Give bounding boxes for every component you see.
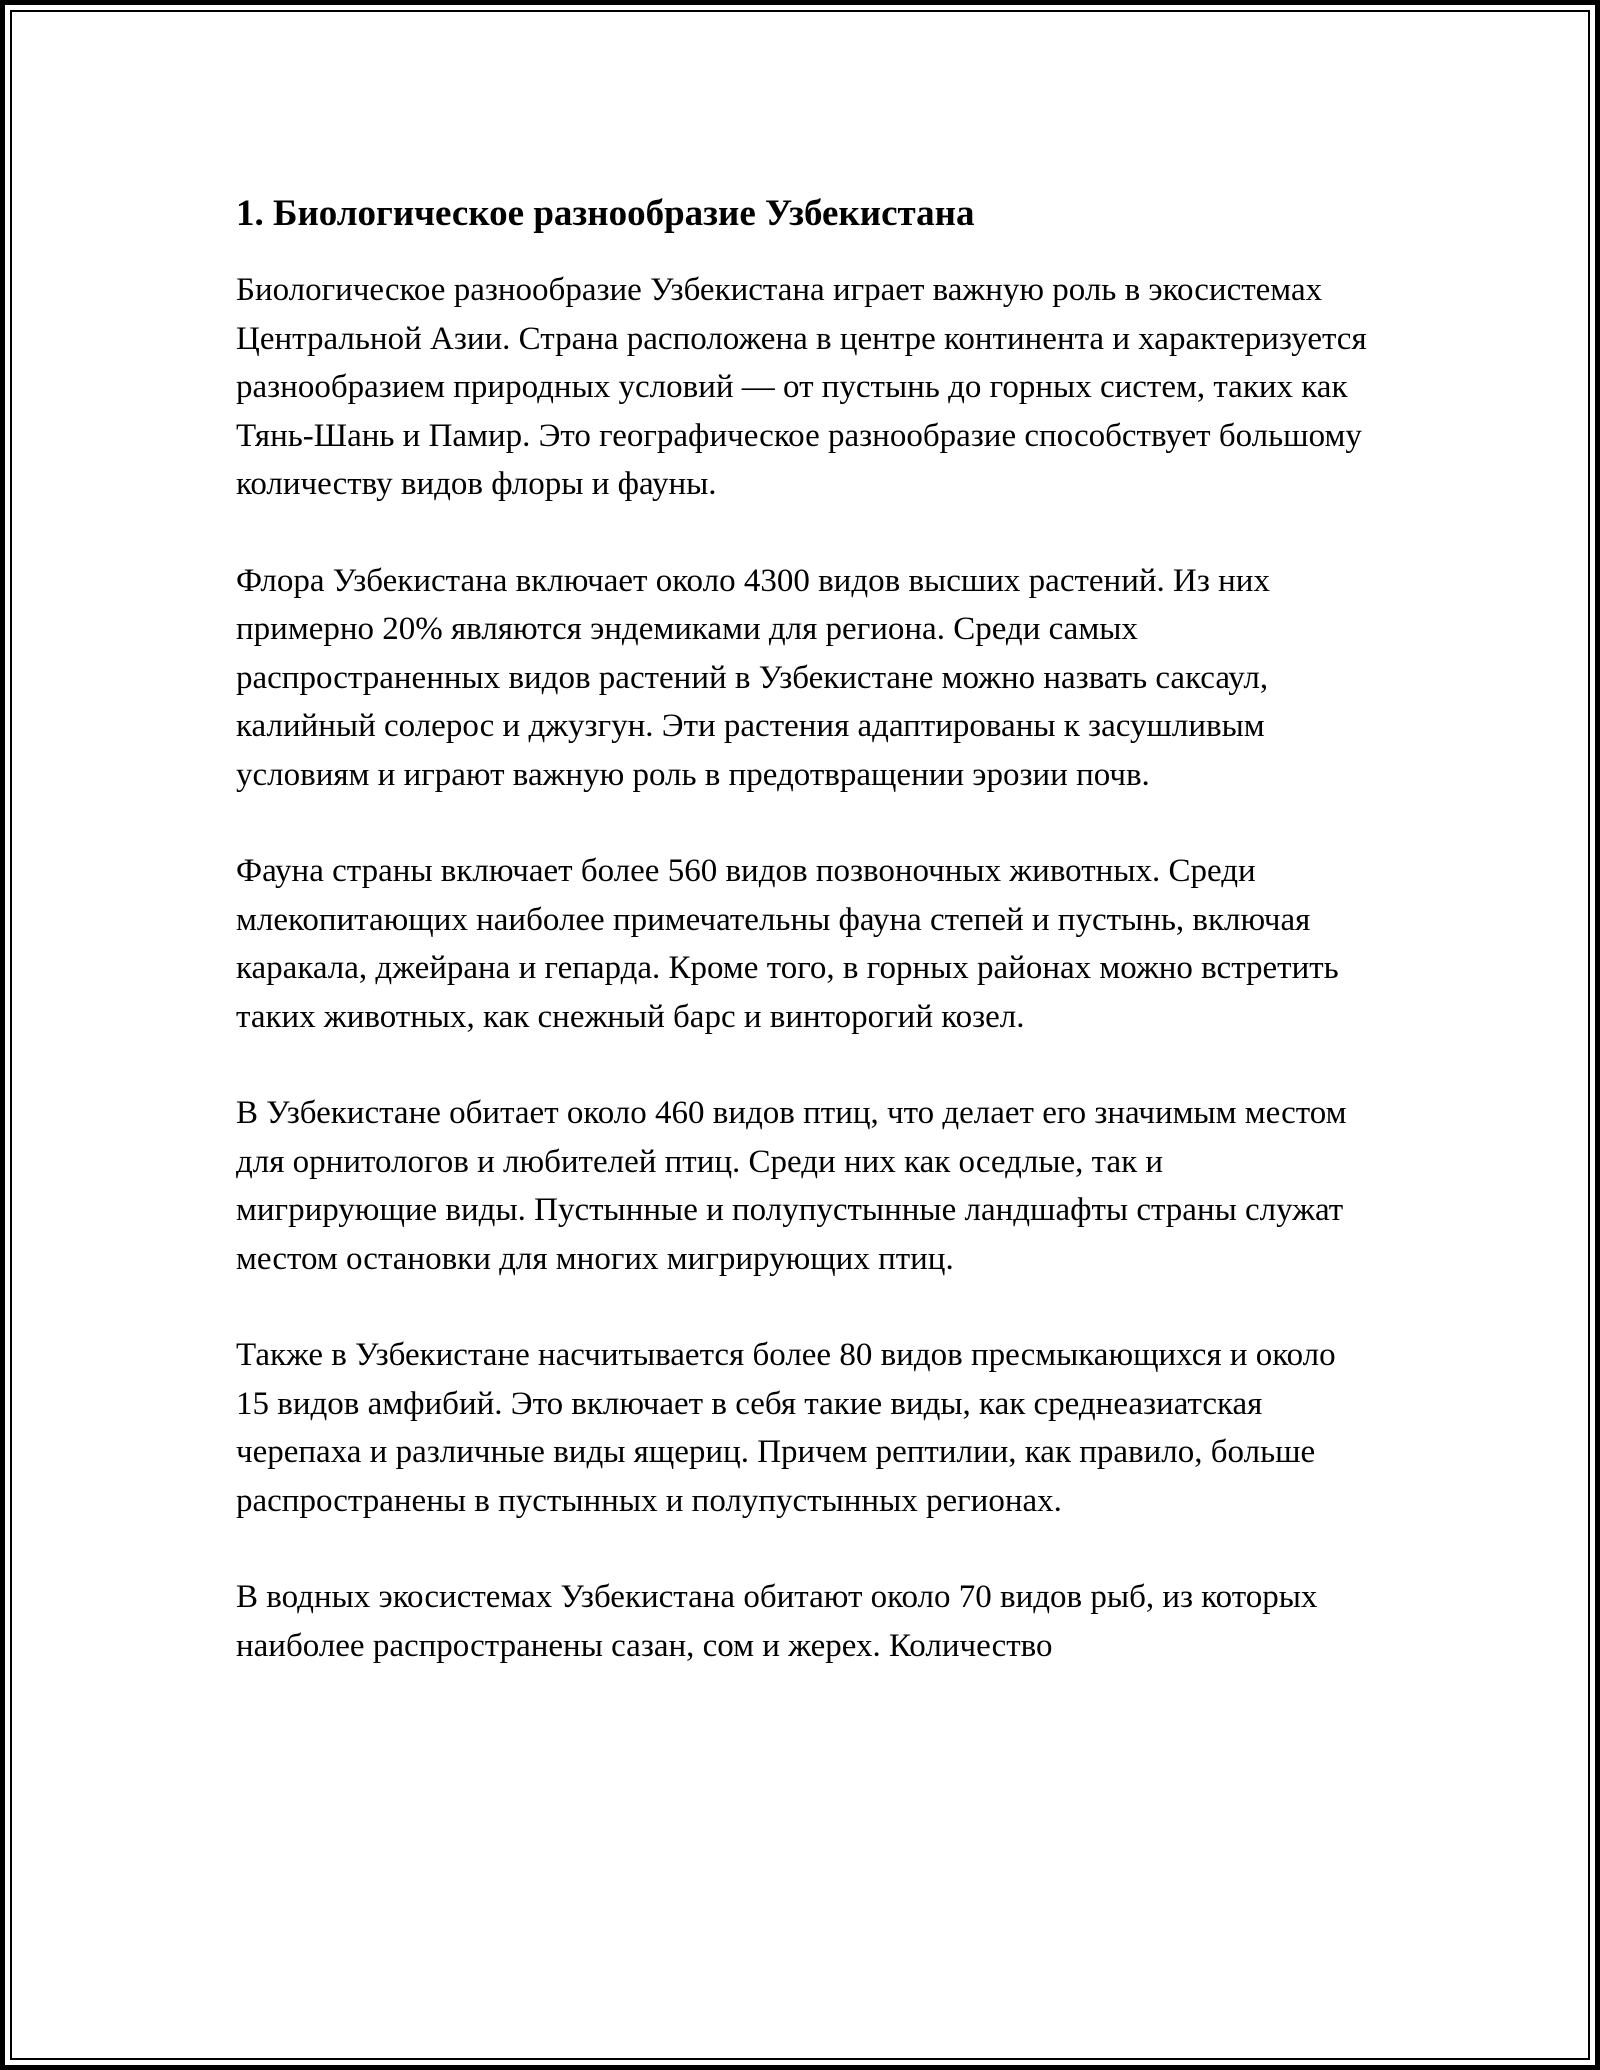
document-body bbox=[236, 190, 1370, 1718]
paragraph-fauna: Фауна страны включает более 560 видов позвоночных животных. Среди млекопитающих наиболее примечательны фауна степей и пустынь, включая каракала, джейрана и гепарда. Кроме того, в горных районах можно встретить таких животных, как снежный барс и винторогий козел. bbox=[236, 853, 1339, 1035]
paragraph-birds: В Узбекистане обитает около 460 видов птиц, что делает его значимым местом для орнитологов и любителей птиц. Среди них как оседлые, так и мигрирующие виды. Пустынные и полупустынные ландшафты страны служат местом остановки для многих мигрирующих птиц. bbox=[236, 1095, 1347, 1277]
paragraph-reptiles: Также в Узбекистане насчитывается более 80 видов пресмыкающихся и около 15 видов амфибий. Это включает в себя такие виды, как среднеазиатская черепаха и различные виды ящериц. Причем рептилии, как правило, больше распространены в пустынных и полупустынных регионах. bbox=[236, 1337, 1336, 1519]
paragraph-intro: Биологическое разнообразие Узбекистана играет важную роль в экосистемах Центральной Азии. Страна расположена в центре континента и характеризуется разнообразием природных условий — от пустынь до горных систем, таких как Тянь-Шань и Памир. Это географическое разнообразие способствует большому количеству видов флоры и фауны. bbox=[236, 272, 1367, 502]
section-heading: 1. Биологическое разнообразие Узбекистана bbox=[236, 193, 975, 234]
paragraph-flora: Флора Узбекистана включает около 4300 видов высших растений. Из них примерно 20% являются эндемиками для региона. Среди самых распространенных видов растений в Узбекистане можно назвать саксаул, калийный солерос и джузгун. Эти растения адаптированы к засушливым условиям и играют важную роль в предотвращении эрозии почв. bbox=[236, 562, 1270, 793]
paragraph-fish: В водных экосистемах Узбекистана обитают около 70 видов рыб, из которых наиболее распространены сазан, сом и жерех. Количество bbox=[236, 1579, 1318, 1664]
